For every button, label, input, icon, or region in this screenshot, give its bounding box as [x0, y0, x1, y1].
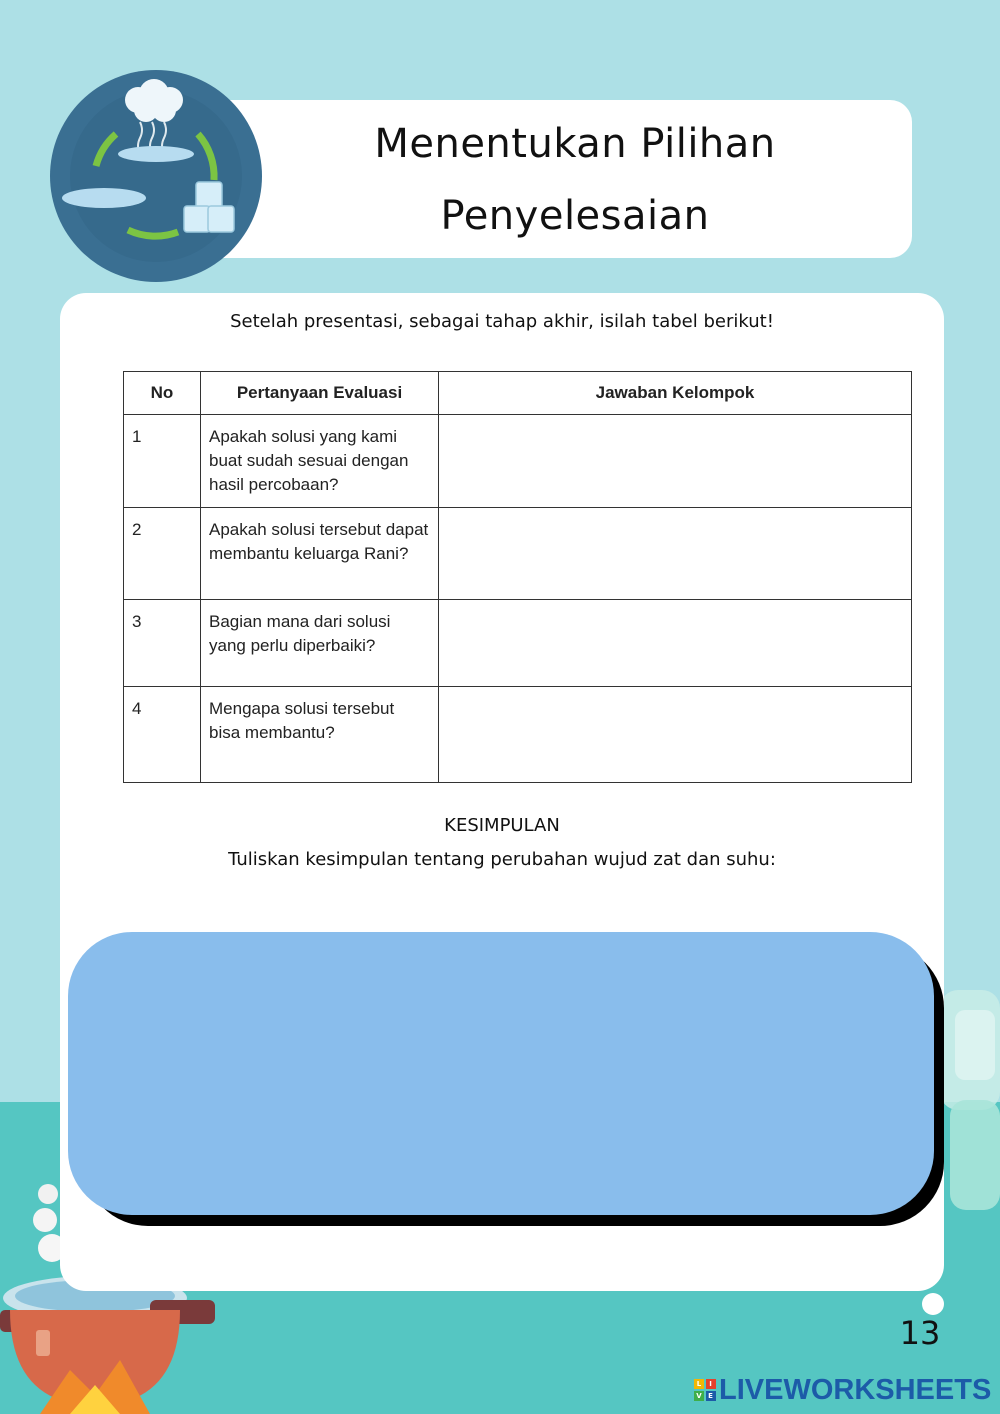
answer-input-3[interactable]	[439, 600, 911, 686]
water-cycle-icon	[50, 70, 262, 282]
row-answer-cell[interactable]	[439, 415, 912, 508]
row-number: 2	[124, 508, 201, 600]
header-answer: Jawaban Kelompok	[439, 372, 912, 415]
row-question: Apakah solusi tersebut dapat membantu keluarga Rani?	[201, 508, 439, 600]
liveworksheets-logo[interactable]	[694, 1374, 991, 1406]
conclusion-heading: KESIMPULAN	[444, 815, 560, 836]
row-number: 4	[124, 687, 201, 783]
table-header-row	[124, 372, 912, 415]
answer-input-2[interactable]	[439, 508, 911, 599]
row-question: Apakah solusi yang kami buat sudah sesuai dengan hasil percobaan?	[201, 415, 439, 508]
row-answer-cell[interactable]	[439, 687, 912, 783]
conclusion-prompt: Tuliskan kesimpulan tentang perubahan wujud zat dan suhu:	[228, 849, 776, 870]
row-question: Mengapa solusi tersebut bisa membantu?	[201, 687, 439, 783]
table-row	[124, 687, 912, 783]
page-title	[250, 108, 900, 252]
row-number: 1	[124, 415, 201, 508]
answer-input-4[interactable]	[439, 687, 911, 782]
row-question: Bagian mana dari solusi yang perlu diperbaiki?	[201, 600, 439, 687]
table-row	[124, 600, 912, 687]
instruction-text: Setelah presentasi, sebagai tahap akhir, isilah tabel berikut!	[230, 311, 774, 332]
table-row	[124, 508, 912, 600]
evaluation-table	[123, 371, 912, 783]
header-no: No	[124, 372, 201, 415]
page-number: 13	[899, 1314, 941, 1352]
title-line-2: Penyelesaian	[440, 193, 710, 239]
decorative-dot	[922, 1293, 944, 1315]
row-number: 3	[124, 600, 201, 687]
liveworksheets-icon: L I V E	[694, 1379, 716, 1401]
answer-input-1[interactable]	[439, 415, 911, 507]
liveworksheets-wordmark: LIVEWORKSHEETS	[719, 1373, 992, 1406]
table-row	[124, 415, 912, 508]
title-line-1: Menentukan Pilihan	[374, 121, 776, 167]
conclusion-input[interactable]	[68, 932, 934, 1215]
row-answer-cell[interactable]	[439, 508, 912, 600]
row-answer-cell[interactable]	[439, 600, 912, 687]
header-question: Pertanyaan Evaluasi	[201, 372, 439, 415]
